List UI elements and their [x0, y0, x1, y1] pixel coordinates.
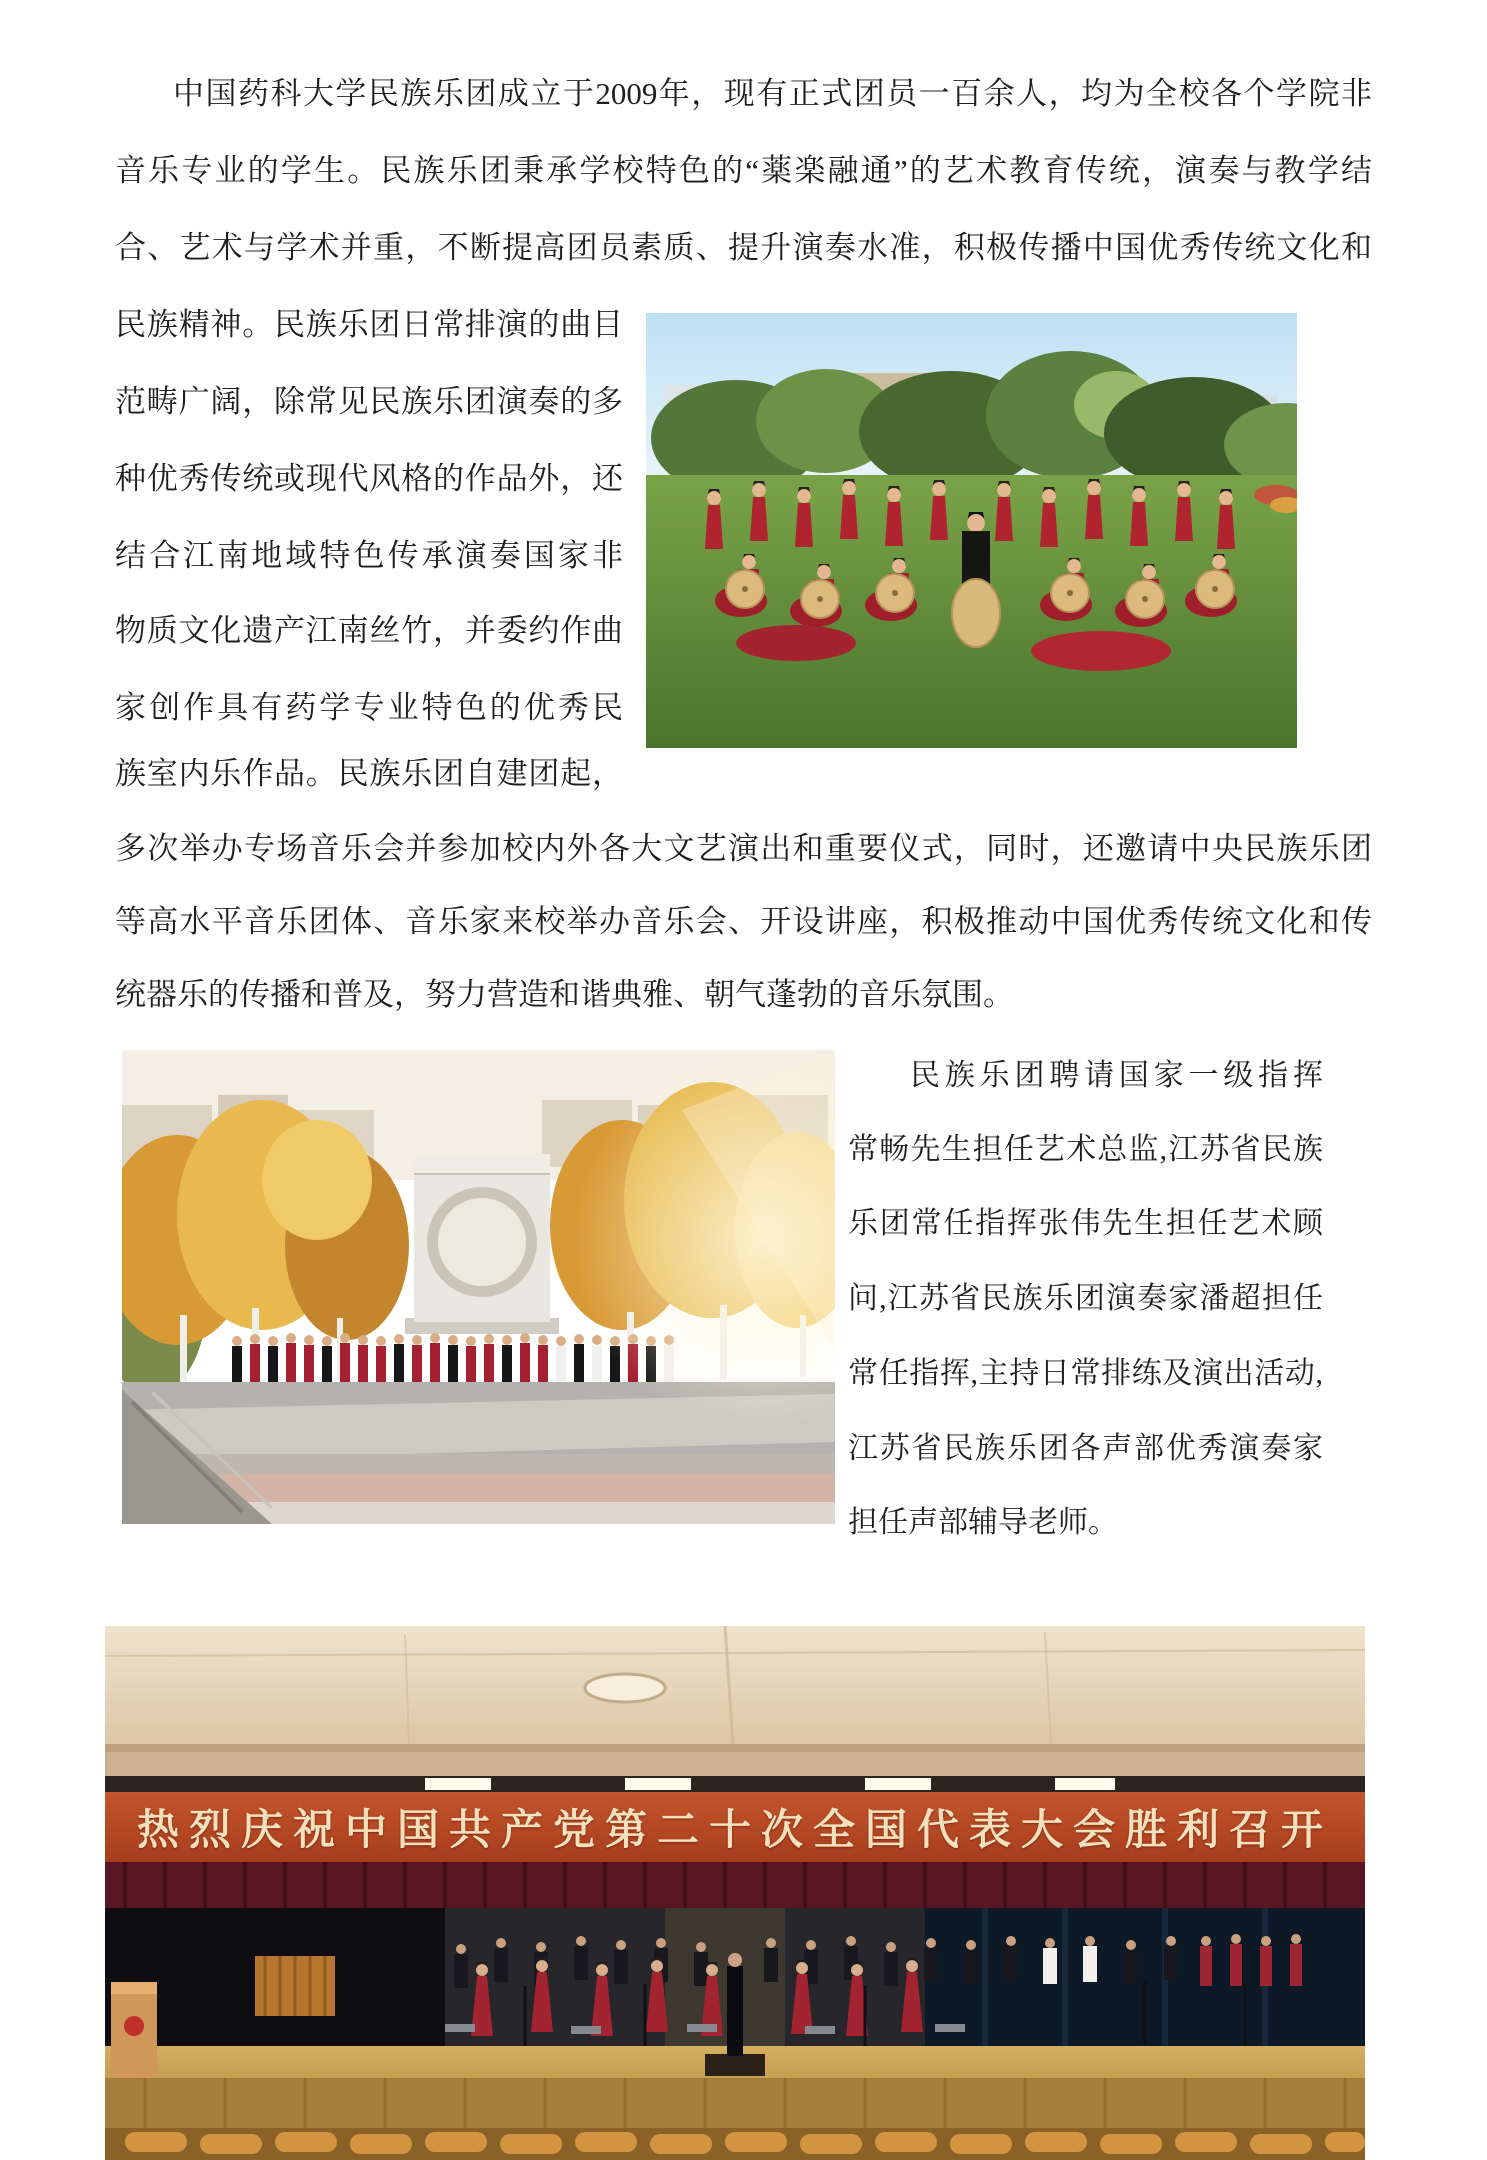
paragraph-line: 多次举办专场音乐会并参加校内外各大文艺演出和重要仪式，同时，还邀请中央民族乐团: [115, 831, 1372, 866]
paragraph-line: 范畴广阔，除常见民族乐团演奏的多: [115, 384, 623, 419]
paragraph-line: 音乐专业的学生。民族乐团秉承学校特色的“薬楽融通”的艺术教育传统，演奏与教学结: [115, 153, 1372, 188]
paragraph-line: 乐团常任指挥张伟先生担任艺术顾: [848, 1207, 1323, 1240]
paragraph-line: 问,江苏省民族乐团演奏家潘超担任: [848, 1282, 1323, 1315]
paragraph-line: 结合江南地域特色传承演奏国家非: [115, 538, 623, 573]
paragraph-line: 民族乐团聘请国家一级指挥: [910, 1059, 1323, 1092]
photo-lawn-group: [646, 313, 1297, 748]
photo-monument-group: [122, 1050, 835, 1524]
paragraph-line: 物质文化遗产江南丝竹，并委约作曲: [115, 613, 623, 648]
lawn-group-illustration: [646, 313, 1297, 748]
paragraph-line: 家创作具有药学专业特色的优秀民: [115, 690, 623, 725]
paragraph-line: 江苏省民族乐团各声部优秀演奏家: [848, 1432, 1323, 1465]
concert-stage-illustration: [105, 1626, 1365, 2160]
paragraph-line: 种优秀传统或现代风格的作品外，还: [115, 461, 623, 496]
paragraph-line: 统器乐的传播和普及，努力营造和谐典雅、朝气蓬勃的音乐氛围。: [115, 977, 1014, 1012]
paragraph-line: 族室内乐作品。民族乐团自建团起，: [115, 756, 623, 791]
paragraph-line: 合、艺术与学术并重，不断提高团员素质、提升演奏水准，积极传播中国优秀传统文化和: [115, 230, 1372, 265]
paragraph-line: 民族精神。民族乐团日常排演的曲目: [115, 307, 623, 342]
monument-group-illustration: [122, 1050, 835, 1524]
photo-concert-stage: [105, 1626, 1365, 2160]
paragraph-line: 担任声部辅导老师。: [848, 1506, 1118, 1539]
paragraph-line: 中国药科大学民族乐团成立于2009年，现有正式团员一百余人，均为全校各个学院非: [173, 76, 1372, 111]
paragraph-line: 等高水平音乐团体、音乐家来校举办音乐会、开设讲座，积极推动中国优秀传统文化和传: [115, 904, 1372, 939]
paragraph-line: 常任指挥,主持日常排练及演出活动,: [848, 1357, 1323, 1390]
stage-banner: 热烈庆祝中国共产党第二十次全国代表大会胜利召开: [105, 1792, 1365, 1862]
paragraph-line: 常畅先生担任艺术总监,江苏省民族: [848, 1133, 1323, 1166]
